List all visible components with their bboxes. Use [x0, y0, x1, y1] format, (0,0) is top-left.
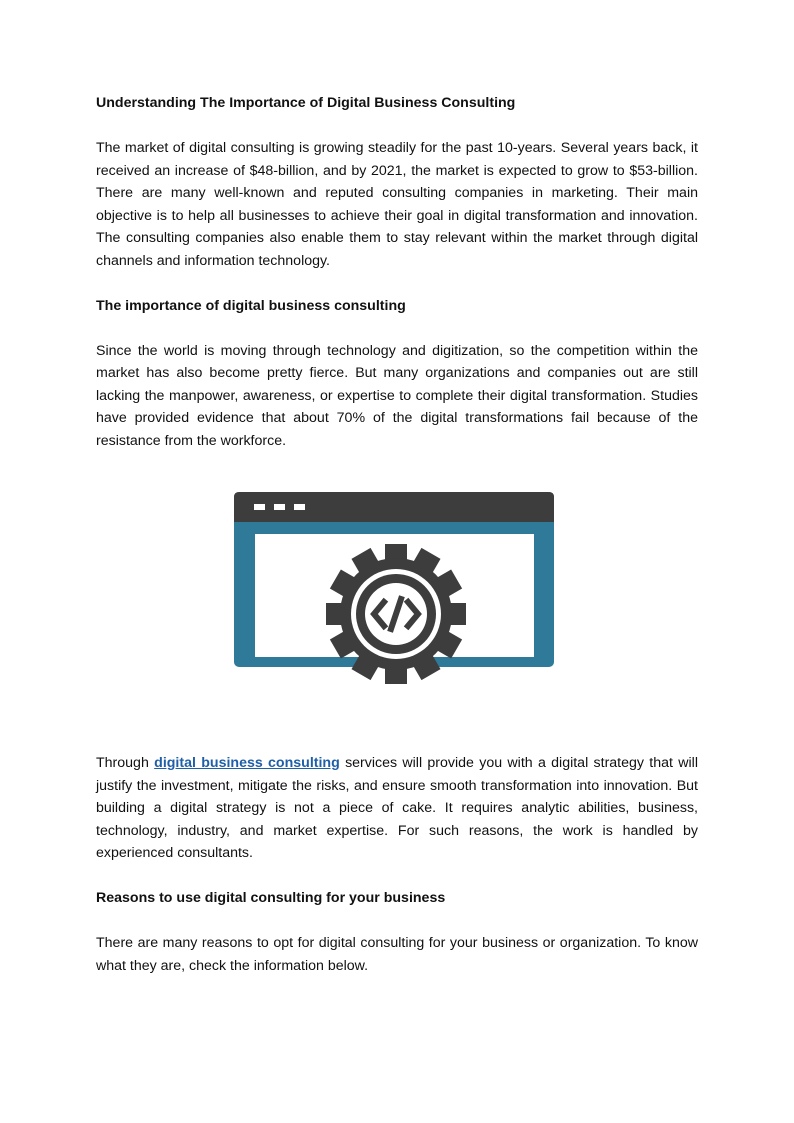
- window-dot: [274, 504, 285, 510]
- section-heading-reasons: Reasons to use digital consulting for your business: [96, 890, 446, 906]
- browser-window-gear-code-icon: [234, 492, 556, 716]
- section-heading-importance: The importance of digital business consulting: [96, 297, 406, 314]
- reasons-paragraph: There are many reasons to opt for digital consulting for your business or organization. To know what they are, check the information below.: [96, 935, 698, 974]
- document-page: [96, 92, 698, 977]
- importance-paragraph: Since the world is moving through technology and digitization, so the competition within the market has also become pretty fierce. But many organizations and companies out are still lacking the manpower, awareness, or expertise to complete their digital transformation. Studies have provided evidence that about 70% of the digital transformations fail because of the resistance from the workforce.: [96, 342, 698, 449]
- spacer: [96, 865, 698, 888]
- illustration: [96, 492, 698, 716]
- link-paragraph-suffix: services will provide you with a digital strategy that will justify the investment, mitigate the risks, and ensure smooth transformation into innovation. But building a digital strategy is not a piece of cake. It requires analytic abilities, business, technology, industry, and market expertise. For such reasons, the work is handled by experienced consultants.: [96, 755, 698, 861]
- document-title: Understanding The Importance of Digital Business Consulting: [96, 95, 516, 111]
- spacer: [96, 317, 698, 340]
- digital-business-consulting-link[interactable]: digital business consulting: [154, 755, 340, 771]
- intro-paragraph: The market of digital consulting is growing steadily for the past 10-years. Several years back, it received an increase of $48-billion, and by 2021, the market is expected to grow to $53-billion. There are many well-known and reputed consulting companies in marketing. Their main objective is to help all businesses to achieve their goal in digital transformation and innovation. The consulting companies also enable them to stay relevant within the market through digital channels and information technology.: [96, 140, 698, 269]
- spacer: [96, 115, 698, 138]
- spacer: [96, 272, 698, 295]
- window-dot: [254, 504, 265, 510]
- link-paragraph-prefix: Through: [96, 755, 155, 771]
- link-paragraph: [96, 752, 698, 865]
- spacer: [96, 910, 698, 933]
- window-dot: [294, 504, 305, 510]
